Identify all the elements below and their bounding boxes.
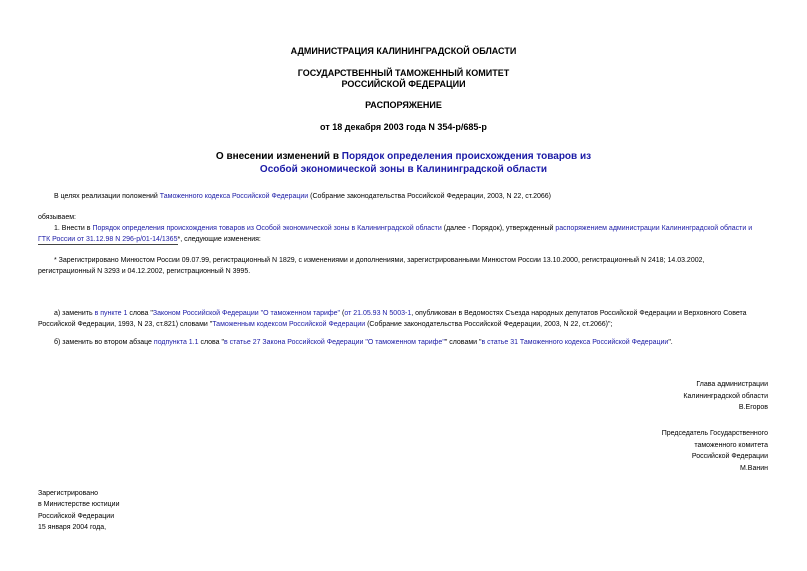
footnote-divider: [38, 244, 178, 245]
signature-governor: [683, 379, 768, 414]
registration-line-3: Российской Федерации: [38, 512, 115, 520]
item-a-text: а) заменить: [54, 310, 95, 317]
item-a-text-6: (Собрание законодательства Российской Федерации, 2003, N 22, ст.2066)";: [365, 321, 613, 328]
item-b-text-4: ".: [668, 339, 673, 346]
item-a-continued: [38, 319, 612, 330]
item-a-text-5: Российской Федерации, 1993, N 23, ст.821) словами ": [38, 321, 213, 328]
registration-line-1: Зарегистрировано: [38, 490, 98, 497]
signature-chairman-committee: таможенного комитета: [694, 441, 768, 449]
header-federation: РОССИЙСКОЙ ФЕДЕРАЦИИ: [341, 79, 466, 89]
item-1-text: 1. Внести в: [54, 225, 93, 232]
item-1-link-decree-2[interactable]: ГТК России от 31.12.98 N 296-р/01-14/1365: [38, 236, 178, 243]
preamble: [54, 191, 551, 202]
item-a-link-law[interactable]: Законом Российской Федерации "О таможенном тарифе": [152, 310, 341, 317]
item-b-link-article-27[interactable]: в статье 27 Закона Российской Федерации "О таможенном тарифе": [223, 339, 445, 346]
signature-chairman-name: М.Ванин: [740, 464, 768, 472]
signature-chairman-title: Председатель Государственного: [661, 430, 768, 437]
item-b: [54, 337, 673, 348]
footnote-line-1: * Зарегистрировано Минюстом России 09.07.99, регистрационный N 1829, с изменениями и дополнениями, зарегистрированными Минюстом России 13.10.2000, регистрационный N 2418; 14.03.2002,: [54, 257, 705, 264]
header-admin: АДМИНИСТРАЦИЯ КАЛИНИНГРАДСКОЙ ОБЛАСТИ: [290, 46, 517, 56]
signature-chairman-federation: Российской Федерации: [691, 453, 768, 460]
title-prefix: О внесении изменений в: [215, 151, 342, 162]
item-1: [38, 223, 770, 234]
footnote-line-2: регистрационный N 3293 и 04.12.2002, регистрационный N 3995.: [38, 268, 251, 275]
item-1-link-decree[interactable]: распоряжением администрации Калининградской области и: [555, 225, 753, 232]
item-a-link-clause[interactable]: в пункте 1: [94, 310, 128, 317]
item-b-link-article-31[interactable]: в статье 31 Таможенного кодекса Российской Федерации: [481, 339, 669, 346]
item-1-link-order[interactable]: Порядок определения происхождения товаров из Особой экономической зоны в Калининградской области: [92, 225, 442, 232]
registration-note: [38, 488, 119, 533]
document-title: [0, 150, 807, 176]
signature-governor-name: В.Егоров: [738, 404, 768, 411]
item-a-text-2: слова ": [127, 310, 153, 317]
item-1-text-3: *, следующие изменения:: [177, 236, 261, 243]
item-a-link-code[interactable]: Таможенным кодексом Российской Федерации: [212, 321, 366, 328]
preamble-text-end: (Собрание законодательства Российской Федерации, 2003, N 22, ст.2066): [308, 193, 551, 200]
signature-governor-region: Калининградской области: [683, 392, 768, 400]
item-a-text-3: (: [340, 310, 345, 317]
obligate-text: обязываем:: [38, 214, 76, 221]
item-b-text: б) заменить во втором абзаце: [54, 339, 154, 346]
header-committee: ГОСУДАРСТВЕННЫЙ ТАМОЖЕННЫЙ КОМИТЕТ: [297, 68, 510, 78]
item-a: [54, 308, 770, 319]
preamble-text: В целях реализации положений: [54, 193, 160, 200]
registration-line-2: в Министерстве юстиции: [38, 501, 120, 509]
preamble-link[interactable]: Таможенного кодекса Российской Федерации: [159, 193, 309, 200]
document-date-number: от 18 декабря 2003 года N 354-р/685-р: [320, 122, 487, 132]
registration-line-4: 15 января 2004 года,: [38, 523, 107, 531]
item-a-link-date[interactable]: от 21.05.93 N 5003-1: [344, 310, 412, 317]
item-b-link-subclause[interactable]: подпункта 1.1: [153, 339, 199, 346]
signature-governor-title: Глава администрации: [696, 381, 768, 388]
item-b-text-2: слова ": [198, 339, 224, 346]
item-1-text-2: (далее - Порядок), утвержденный: [441, 225, 556, 232]
signature-chairman: [662, 428, 768, 474]
document-type: РАСПОРЯЖЕНИЕ: [365, 100, 442, 110]
title-link-2[interactable]: Особой экономической зоны в Калининградской области: [259, 164, 548, 175]
title-link-1[interactable]: Порядок определения происхождения товаров из: [341, 151, 592, 162]
item-b-text-3: " словами ": [444, 339, 482, 346]
item-a-text-4: , опубликован в Ведомостях Съезда народных депутатов Российской Федерации и Верховного Совета: [411, 310, 747, 317]
